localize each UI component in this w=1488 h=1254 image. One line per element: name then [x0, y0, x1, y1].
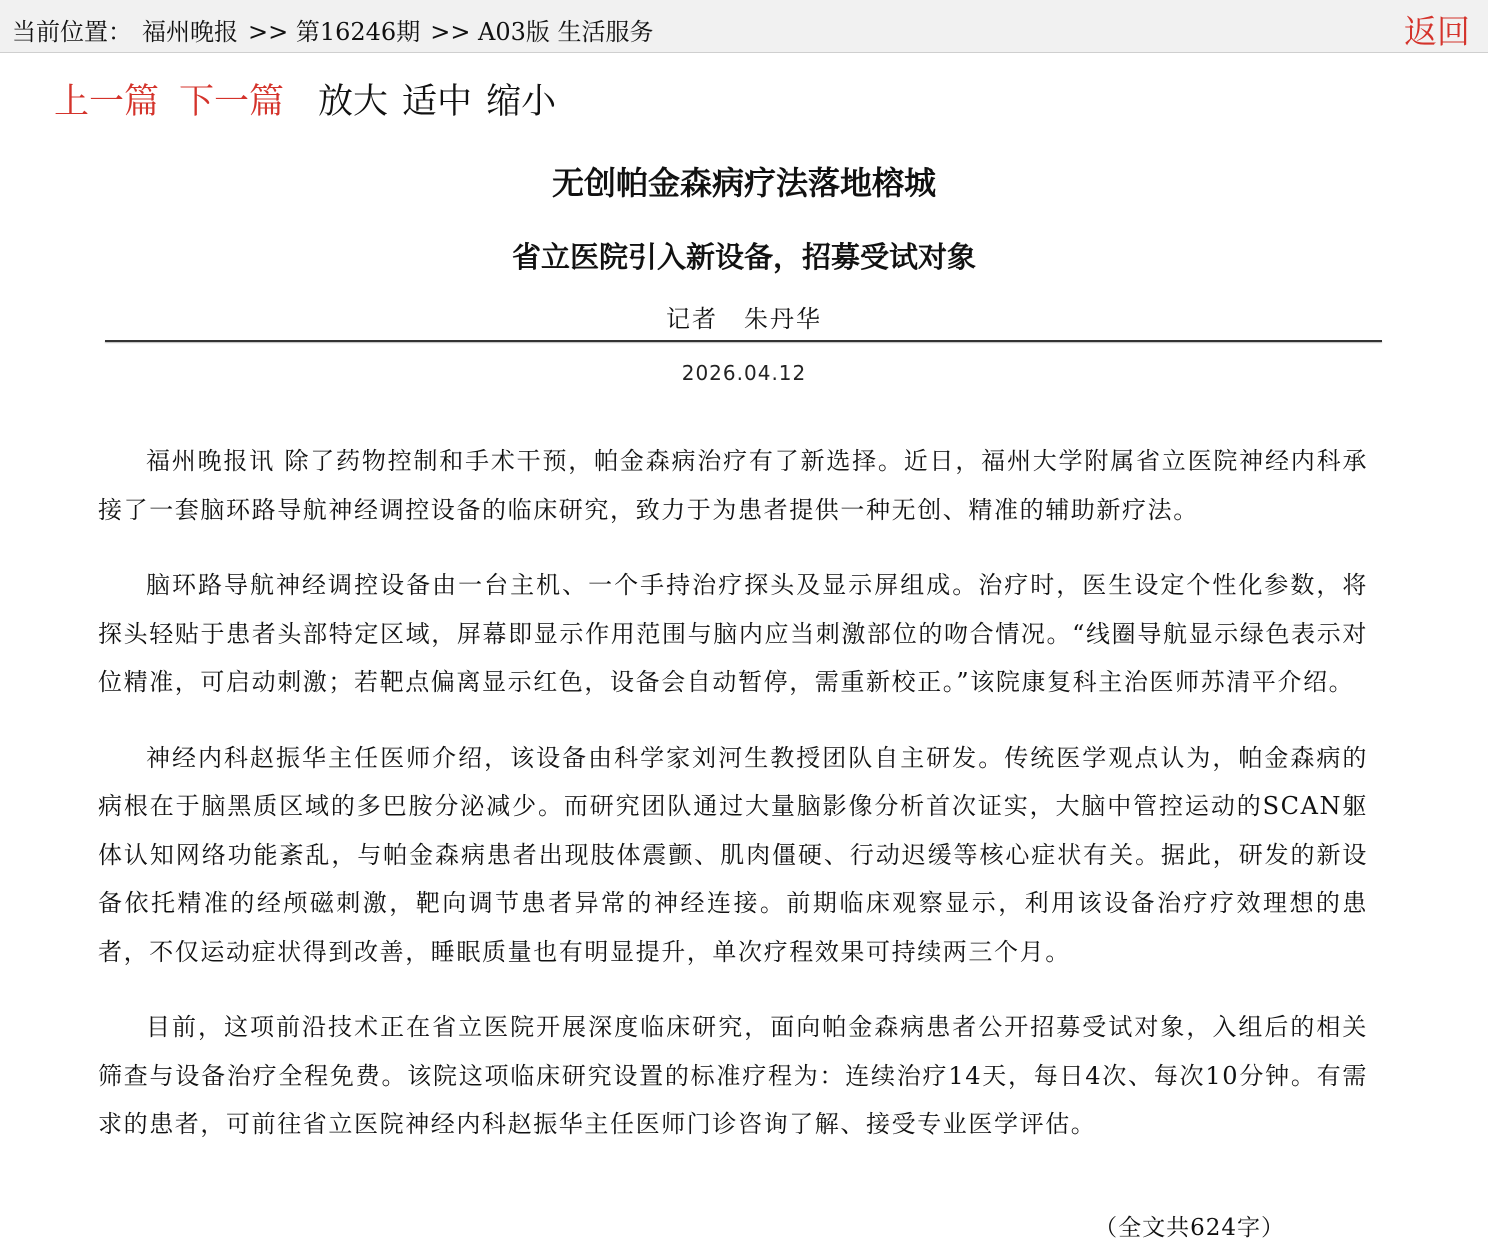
- breadcrumb-paper-link[interactable]: 福州晚报: [142, 18, 238, 46]
- breadcrumb-issue-link[interactable]: >> 第16246期: [248, 18, 421, 46]
- breadcrumb: [12, 12, 654, 47]
- zoom-in-button[interactable]: 放大: [318, 82, 389, 122]
- breadcrumb-edition-link[interactable]: >> A03版 生活服务: [430, 18, 654, 46]
- next-article-link[interactable]: 下一篇: [179, 82, 285, 122]
- paragraph: 福州晚报讯 除了药物控制和手术干预，帕金森病治疗有了新选择。近日，福州大学附属省立医院神经内科承接了一套脑环路导航神经调控设备的临床研究，致力于为患者提供一种无创、精准的辅助新疗法。: [98, 447, 1368, 524]
- paragraph: 神经内科赵振华主任医师介绍，该设备由科学家刘河生教授团队自主研发。传统医学观点认为，帕金森病的病根在于脑黑质区域的多巴胺分泌减少。而研究团队通过大量脑影像分析首次证实，大脑中管控运动的SCAN躯体认知网络功能紊乱，与帕金森病患者出现肢体震颤、肌肉僵硬、行动迟缓等核心症状有关。据此，研发的新设备依托精准的经颅磁刺激，靶向调节患者异常的神经连接。前期临床观察显示，利用该设备治疗疗效理想的患者，不仅运动症状得到改善，睡眠质量也有明显提升，单次疗程效果可持续两三个月。: [98, 743, 1368, 966]
- divider: [105, 340, 1382, 342]
- breadcrumb-prefix: 当前位置：: [12, 18, 132, 46]
- zoom-normal-button[interactable]: 适中: [402, 82, 473, 122]
- back-link[interactable]: 返回: [1404, 12, 1470, 51]
- location-bar: [0, 0, 1488, 53]
- article-date: 2026.04.12: [681, 361, 807, 385]
- zoom-out-button[interactable]: 缩小: [486, 82, 557, 122]
- paragraph: 目前，这项前沿技术正在省立医院开展深度临床研究，面向帕金森病患者公开招募受试对象，入组后的相关筛查与设备治疗全程免费。该院这项临床研究设置的标准疗程为：连续治疗14天，每日4次、每次10分钟。有需求的患者，可前往省立医院神经内科赵振华主任医师门诊咨询了解、接受专业医学评估。: [98, 1013, 1368, 1138]
- article-subtitle: 省立医院引入新设备，招募受试对象: [511, 240, 976, 274]
- word-count: （全文共624字）: [1094, 1215, 1285, 1241]
- article-toolbar: [54, 74, 570, 124]
- article-byline: 记者 朱丹华: [666, 305, 822, 333]
- article-title: 无创帕金森病疗法落地榕城: [551, 164, 936, 202]
- article-body: [98, 437, 1368, 1176]
- prev-article-link[interactable]: 上一篇: [54, 82, 160, 122]
- paragraph: 脑环路导航神经调控设备由一台主机、一个手持治疗探头及显示屏组成。治疗时，医生设定个性化参数，将探头轻贴于患者头部特定区域，屏幕即显示作用范围与脑内应当刺激部位的吻合情况。“线圈导航显示绿色表示对位精准，可启动刺激；若靶点偏离显示红色，设备会自动暂停，需重新校正。”该院康复科主治医师苏清平介绍。: [98, 571, 1368, 696]
